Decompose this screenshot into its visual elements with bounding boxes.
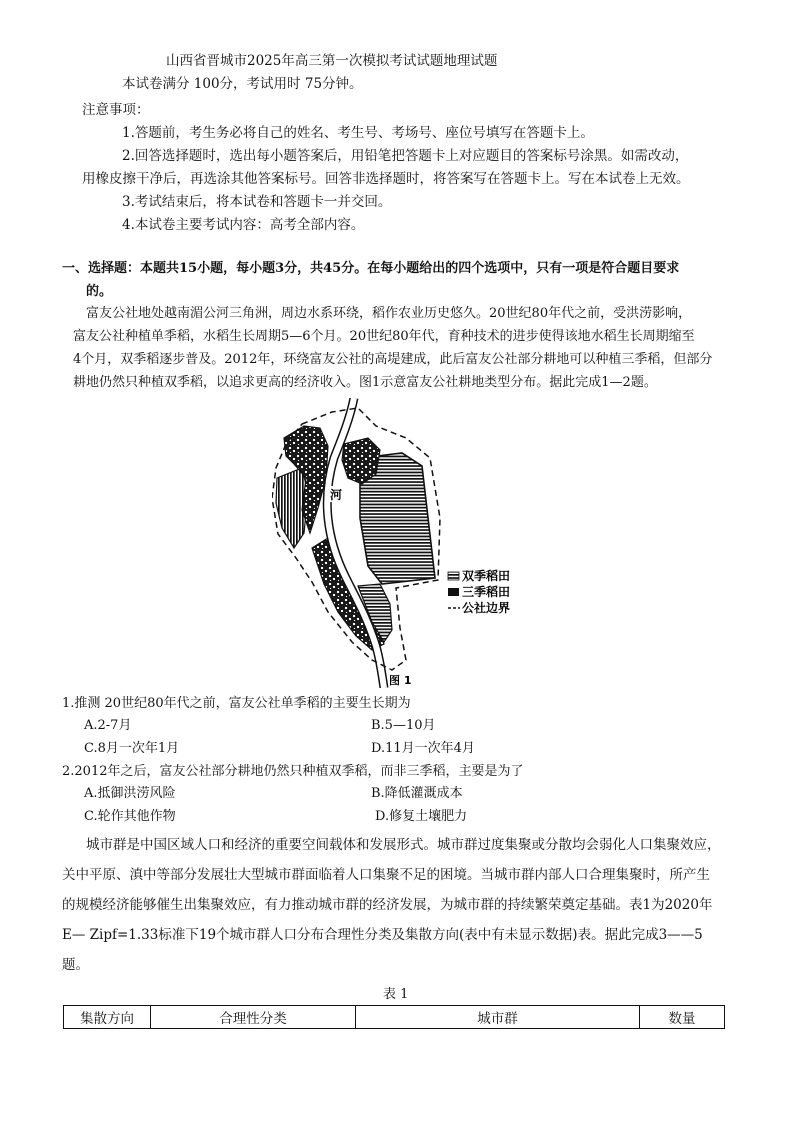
figure-1-map <box>272 398 532 688</box>
legend-double-crop-swatch <box>448 572 459 580</box>
passage-line: 关中平原、滇中等部分发展壮大型城市群面临着人口集聚不足的困境。当城市群内部人口合理集聚时，所产生 <box>62 867 710 883</box>
table-header-cell: 城市群 <box>356 1006 640 1029</box>
option-1d: D.11月一次年4月 <box>371 741 475 756</box>
section-heading-cont: 的。 <box>86 284 113 299</box>
passage-line: 题。 <box>62 957 89 973</box>
passage-line: E— Zipf=1.33标准下19个城市群人口分布合理性分类及集散方向(表中有未显示数据)表。据此完成3——5 <box>62 927 703 943</box>
passage-line: 4个月，双季稻逐步普及。2012年，环绕富友公社的高堤建成，此后富友公社部分耕地可以种植三季稻，但部分 <box>73 352 713 367</box>
table-header-cell: 数量 <box>640 1006 725 1029</box>
score-line: 本试卷满分 100分，考试用时 75分钟。 <box>122 76 363 92</box>
passage-line: 耕地仍然只种植双季稻，以追求更高的经济收入。图1示意富友公社耕地类型分布。据此完成1—2题。 <box>73 375 657 390</box>
notice-item: 用橡皮擦干净后，再选涂其他答案标号。回答非选择题时，将答案写在答题卡上。写在本试卷上无效。 <box>82 171 690 187</box>
question-stem-2: 2.2012年之后，富友公社部分耕地仍然只种植双季稻，而非三季稻，主要是为了 <box>62 764 524 779</box>
table-header-cell: 集散方向 <box>64 1006 151 1029</box>
option-1c: C.8月一次年1月 <box>84 741 180 756</box>
legend-double-crop: 双季稻田 <box>462 569 511 583</box>
table-header-row <box>64 1006 725 1029</box>
legend-boundary: 公社边界 <box>462 601 511 615</box>
notice-heading: 注意事项： <box>82 102 150 118</box>
option-2c: C.轮作其他作物 <box>84 809 176 824</box>
notice-item: 2.回答选择题时，选出每小题答案后，用铅笔把答题卡上对应题目的答案标号涂黑。如需改动， <box>122 148 689 164</box>
table-header-cell: 合理性分类 <box>151 1006 356 1029</box>
section-heading: 一、选择题：本题共15小题，每小题3分，共45分。在每小题给出的四个选项中，只有一项是符合题目要求 <box>62 261 680 276</box>
option-2b: B.降低灌溉成本 <box>371 786 463 801</box>
notice-item: 1.答题前，考生务必将自己的姓名、考生号、考场号、座位号填写在答题卡上。 <box>122 125 594 141</box>
legend-triple-crop-swatch <box>448 588 459 596</box>
legend <box>448 568 510 615</box>
figure-caption: 图 1 <box>389 674 412 687</box>
river-label: 河 <box>330 488 343 502</box>
option-1a: A.2-7月 <box>84 718 132 733</box>
table-1 <box>63 1005 725 1029</box>
notice-item: 3.考试结束后，将本试卷和答题卡一并交回。 <box>122 194 392 210</box>
option-2a: A.抵御洪涝风险 <box>84 786 176 801</box>
exam-title: 山西省晋城市2025年高三第一次模拟考试试题地理试题 <box>166 53 498 69</box>
passage-line: 富友公社地处越南湄公河三角洲，周边水系环绕，稻作农业历史悠久。20世纪80年代之前，受洪涝影响， <box>86 306 692 321</box>
passage-line: 的规模经济能够催生出集聚效应，有力推动城市群的经济发展，为城市群的持续繁荣奠定基础。表1为2020年 <box>62 897 713 913</box>
legend-triple-crop: 三季稻田 <box>462 585 511 599</box>
question-stem-1: 1.推测 20世纪80年代之前，富友公社单季稻的主要生长期为 <box>62 696 411 711</box>
passage-line: 富友公社种植单季稻，水稻生长周期5—6个月。20世纪80年代，育种技术的进步使得该地水稻生长周期缩至 <box>73 329 695 344</box>
option-1b: B.5—10月 <box>371 718 436 733</box>
notice-item: 4.本试卷主要考试内容：高考全部内容。 <box>122 217 365 233</box>
option-2d: D.修复土壤肥力 <box>375 809 468 824</box>
passage-line: 城市群是中国区域人口和经济的重要空间载体和发展形式。城市群过度集聚或分散均会弱化人口集聚效应， <box>86 837 721 853</box>
table-caption: 表 1 <box>383 987 409 1002</box>
